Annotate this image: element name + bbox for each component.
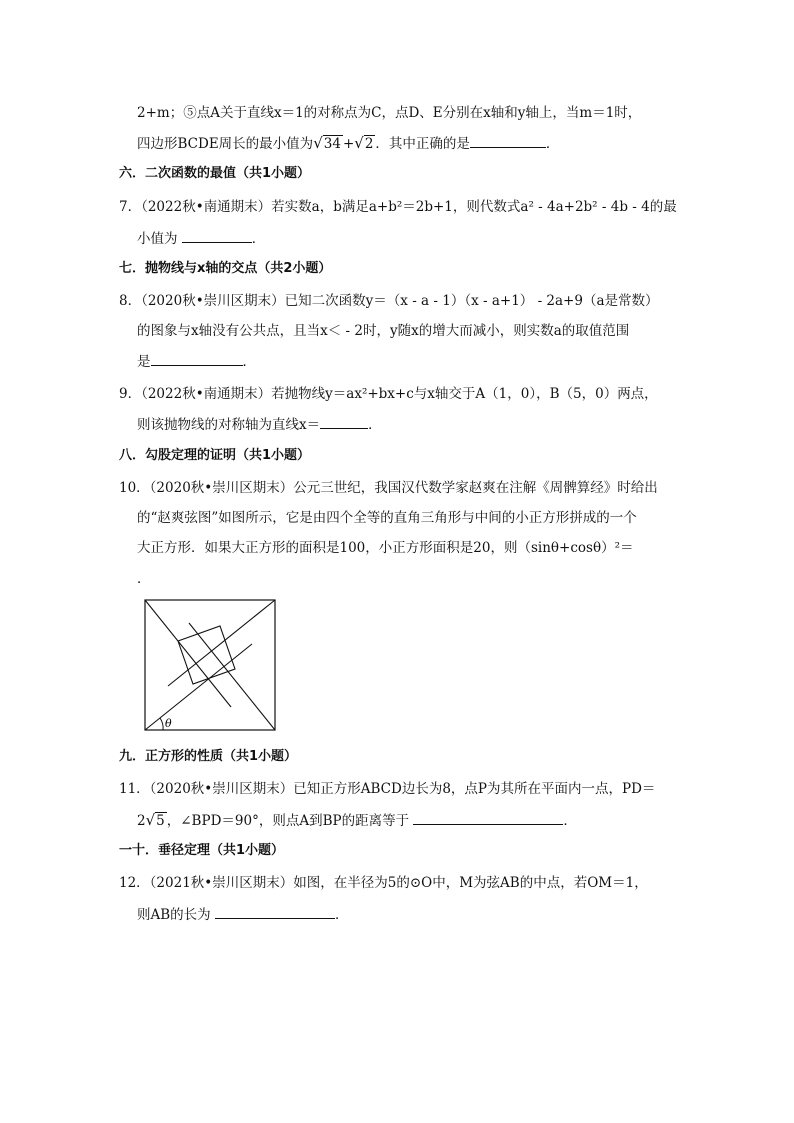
period: ． [242, 354, 256, 370]
radical-sign: √ [145, 811, 156, 829]
q10-line-2: 的“赵爽弦图”如图所示，它是由四个全等的直角三角形与中间的小正方形拼成的一个 [137, 510, 637, 526]
answer-blank[interactable] [413, 810, 563, 825]
answer-blank[interactable] [151, 351, 243, 366]
q7-line-2 [137, 228, 265, 249]
triangle-edge [145, 644, 252, 730]
zhao-shuang-diagram [143, 598, 279, 734]
period: ． [368, 417, 382, 433]
section-heading-8: 八．勾股定理的证明（共1小题） [119, 448, 311, 463]
q10-line-3: 大正方形．如果大正方形的面积是100，小正方形面积是20，则（sinθ+cosθ）²＝ [137, 540, 634, 556]
q8-text: 是 [137, 354, 151, 370]
q6-text: 四边形BCDE周长的最小值为 [137, 136, 314, 152]
plus-sign: + [342, 136, 355, 152]
q12-line-2 [137, 904, 348, 925]
q9-line-2 [137, 414, 382, 435]
sqrt-2: 2 [364, 136, 374, 152]
section-heading-6: 六．二次函数的最值（共1小题） [119, 166, 311, 181]
sqrt-34: 34 [323, 136, 341, 152]
answer-blank[interactable] [182, 228, 252, 243]
triangle-edge [189, 623, 275, 730]
q9-line-1: 9．（2022秋•南通期末）若抛物线y＝ax²+bx+c与x轴交于A（1，0），B（5，0）两点， [119, 386, 658, 402]
theta-label: θ [165, 717, 172, 730]
period: ． [545, 136, 560, 152]
q11-line-2 [137, 810, 577, 831]
period: ． [251, 231, 266, 247]
section-heading-7: 七．抛物线与x轴的交点（共2小题） [119, 261, 332, 276]
radical-sign: √ [313, 134, 323, 152]
q8-line-3 [137, 351, 256, 372]
q8-line-1: 8．（2020秋•崇川区期末）已知二次函数y＝（x - a - 1）（x - a+1） - 2a+9（a是常数） [119, 293, 659, 309]
q6-line-2 [137, 133, 559, 154]
section-heading-9: 九．正方形的性质（共1小题） [119, 749, 298, 764]
period: ． [563, 813, 577, 829]
section-heading-10: 一十．垂径定理（共1小题） [119, 843, 285, 858]
q10-line-1: 10．（2020秋•崇川区期末）公元三世纪，我国汉代数学家赵爽在注解《周髀算经》时给出 [119, 480, 658, 496]
sqrt-5: 5 [156, 813, 165, 829]
radical-sign: √ [354, 134, 364, 152]
q6-text-post: ．其中正确的是 [375, 136, 470, 152]
triangle-edge [145, 600, 231, 707]
period: ． [334, 907, 349, 923]
q10-line-4: ． [137, 571, 151, 587]
q11-text: ，∠BPD＝90°，则点A到BP的距离等于 [166, 813, 410, 829]
q11-line-1: 11．（2020秋•崇川区期末）已知正方形ABCD边长为8，点P为其所在平面内一点，PD＝ [119, 781, 656, 797]
answer-blank[interactable] [320, 414, 368, 429]
q8-line-2: 的图象与x轴没有公共点，且当x＜ - 2时，y随x的增大而减小，则实数a的取值范围 [137, 323, 630, 339]
answer-blank[interactable] [215, 904, 335, 919]
coefficient: 2 [137, 813, 146, 829]
q7-text: 小值为 [137, 231, 178, 247]
q12-text: 则AB的长为 [137, 907, 211, 923]
q9-text: 则该抛物线的对称轴为直线x＝ [137, 417, 321, 433]
answer-blank[interactable] [470, 133, 546, 148]
outer-square [145, 600, 275, 730]
q7-line-1: 7．（2022秋•南通期末）若实数a，b满足a+b²＝2b+1，则代数式a² - 4a+2b² - 4b - 4的最 [119, 199, 677, 215]
triangle-edge [168, 600, 275, 686]
angle-arc [160, 718, 163, 730]
q6-line-1: 2+m；⑤点A关于直线x＝1的对称点为C，点D、E分别在x轴和y轴上，当m＝1时， [137, 105, 642, 121]
q12-line-1: 12．（2021秋•崇川区期末）如图，在半径为5的⊙O中，M为弦AB的中点，若OM＝1， [119, 875, 648, 891]
